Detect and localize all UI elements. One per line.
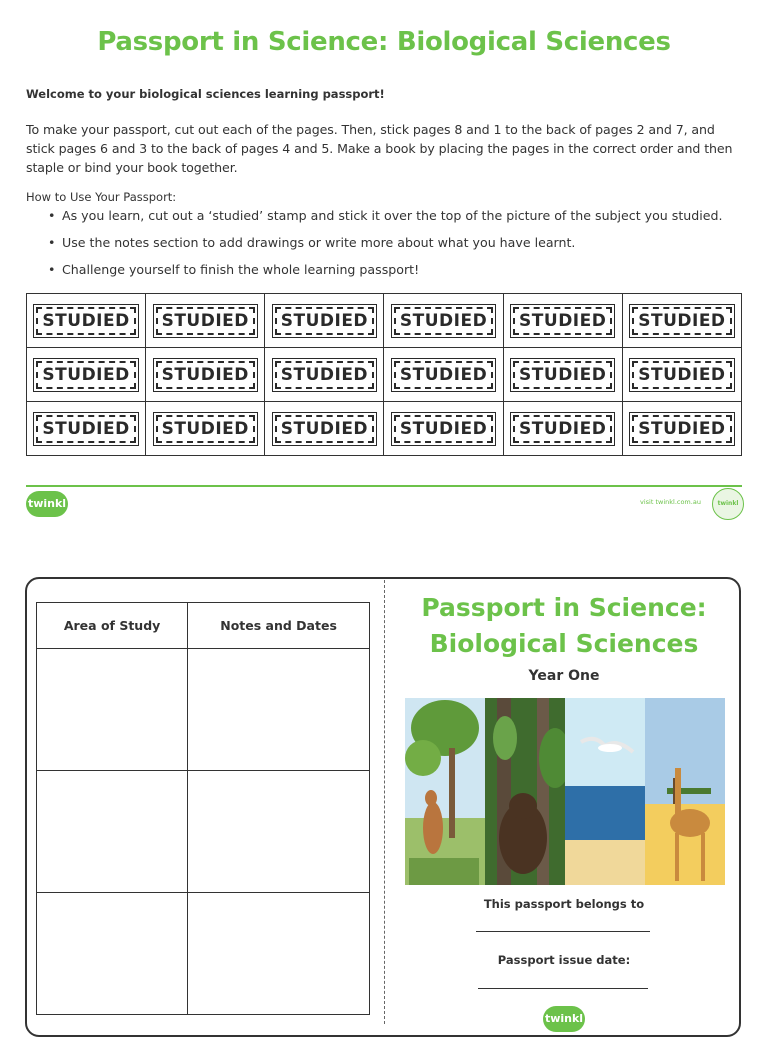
stamp-cell[interactable]: [265, 294, 384, 348]
studied-stamp: STUDIED: [156, 415, 255, 443]
cover-title-line1: Passport in Science:: [421, 593, 707, 622]
stamp-cell[interactable]: [146, 402, 265, 456]
cover-twinkl-logo: twinkl: [543, 1006, 585, 1032]
stamp-cell[interactable]: [265, 402, 384, 456]
studied-stamp: STUDIED: [275, 415, 374, 443]
notes-cell[interactable]: [188, 649, 370, 771]
stamp-cell[interactable]: [146, 348, 265, 402]
studied-stamp: STUDIED: [632, 415, 731, 443]
stamp-cell[interactable]: [622, 348, 741, 402]
studied-stamp: STUDIED: [513, 361, 612, 389]
notes-table: [36, 602, 370, 1015]
stamp-cell[interactable]: [384, 294, 503, 348]
studied-stamp: STUDIED: [36, 361, 135, 389]
stamp-cell[interactable]: [503, 294, 622, 348]
studied-stamp: STUDIED: [632, 361, 731, 389]
studied-stamp: STUDIED: [36, 415, 135, 443]
studied-stamp: STUDIED: [632, 307, 731, 335]
studied-stamp: STUDIED: [156, 307, 255, 335]
belongs-label: This passport belongs to: [483, 897, 645, 911]
column-header-area: Area of Study: [37, 603, 188, 649]
studied-stamp: STUDIED: [394, 415, 493, 443]
stamp-grid: [26, 293, 742, 456]
stamp-cell[interactable]: [622, 294, 741, 348]
howto-item: • As you learn, cut out a ‘studied’ stamp and stick it over the top of the picture of the subject you studied.: [48, 206, 723, 233]
visit-link[interactable]: visit twinkl.com.au: [640, 498, 701, 506]
column-header-notes: Notes and Dates: [188, 603, 370, 649]
studied-stamp: STUDIED: [513, 307, 612, 335]
stamp-cell[interactable]: [27, 402, 146, 456]
issue-date-line[interactable]: [478, 988, 648, 989]
quality-badge-icon: twinkl: [712, 488, 744, 520]
issue-date-label: Passport issue date:: [497, 953, 631, 967]
howto-title: How to Use Your Passport:: [26, 190, 177, 204]
welcome-text: Welcome to your biological sciences learning passport!: [26, 87, 385, 101]
notes-cell[interactable]: [37, 649, 188, 771]
savannah-scene-icon: [645, 698, 725, 885]
stamp-cell[interactable]: [265, 348, 384, 402]
year-label: Year One: [528, 668, 600, 684]
stamp-cell[interactable]: [27, 294, 146, 348]
stamp-cell[interactable]: [146, 294, 265, 348]
studied-stamp: STUDIED: [275, 307, 374, 335]
stamp-cell[interactable]: [27, 348, 146, 402]
notes-cell[interactable]: [188, 893, 370, 1015]
studied-stamp: STUDIED: [36, 307, 135, 335]
studied-stamp: STUDIED: [275, 361, 374, 389]
forest-scene-icon: [405, 698, 485, 885]
howto-list: [48, 206, 723, 287]
studied-stamp: STUDIED: [513, 415, 612, 443]
twinkl-logo: twinkl: [26, 491, 68, 517]
stamp-cell[interactable]: [384, 402, 503, 456]
page-title: Passport in Science: Biological Sciences: [97, 27, 671, 57]
stamp-cell[interactable]: [503, 402, 622, 456]
stamp-cell[interactable]: [622, 402, 741, 456]
cover-title-line2: Biological Sciences: [429, 629, 699, 658]
coast-scene-icon: [565, 698, 645, 885]
habitat-illustration: [405, 698, 725, 885]
stamp-cell[interactable]: [384, 348, 503, 402]
rainforest-scene-icon: [485, 698, 571, 885]
intro-paragraph: To make your passport, cut out each of the pages. Then, stick pages 8 and 1 to the back of pages 2 and 7, and stick pages 6 and 3 to the back of pages 4 and 5. Make a book by placing the pages in the correct order and then staple or bind your book together.: [26, 122, 733, 175]
stamp-cell[interactable]: [503, 348, 622, 402]
studied-stamp: STUDIED: [394, 307, 493, 335]
footer-divider: [26, 485, 742, 487]
howto-item: • Challenge yourself to finish the whole learning passport!: [48, 260, 723, 287]
notes-cell[interactable]: [188, 771, 370, 893]
cover-title: [384, 590, 744, 662]
howto-item: • Use the notes section to add drawings or write more about what you have learnt.: [48, 233, 723, 260]
studied-stamp: STUDIED: [156, 361, 255, 389]
studied-stamp: STUDIED: [394, 361, 493, 389]
notes-cell[interactable]: [37, 893, 188, 1015]
name-line[interactable]: [476, 931, 650, 932]
notes-cell[interactable]: [37, 771, 188, 893]
